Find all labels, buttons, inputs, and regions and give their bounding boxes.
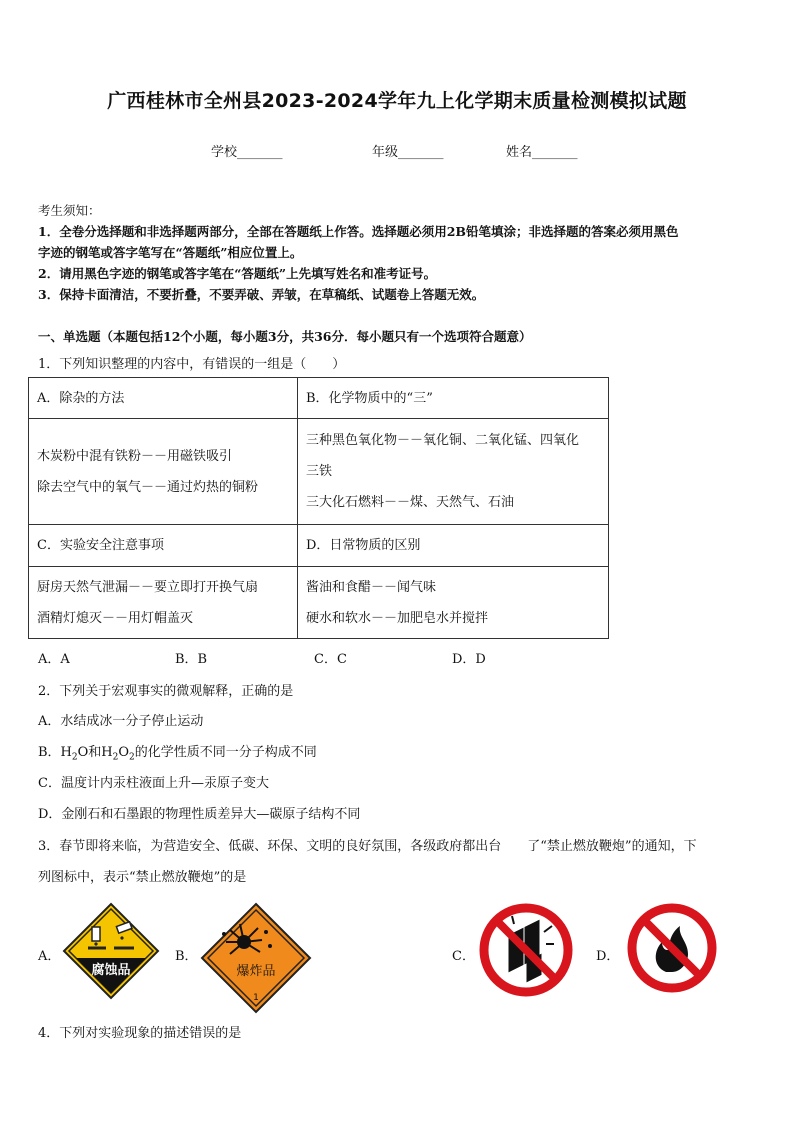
cell-d-head: D．日常物质的区别 [298, 525, 609, 567]
q1-option-d[interactable]: D．D [452, 652, 486, 667]
q2-b-text: B．H [38, 745, 72, 760]
q2-option-b[interactable] [38, 741, 317, 763]
subscript: 2 [71, 752, 78, 763]
section-heading: 一、单选题（本题包括12个小题，每小题3分，共36分．每小题只有一个选项符合题意） [38, 329, 532, 344]
corrosive-sign-text: 腐蚀品 [91, 963, 131, 978]
notice-item-1: 1．全卷分选择题和非选择题两部分，全部在答题纸上作答。选择题必须用2B铅笔填涂；非选择题的答案必须用黑色 [38, 224, 679, 239]
question-3-stem-cont: 列图标中，表示“禁止燃放鞭炮”的是 [38, 870, 247, 885]
cell-b-line: 三大化石燃料－－煤、天然气、石油 [306, 495, 515, 510]
notice-item-1-cont: 字迹的钢笔或答字笔写在“答题纸”相应位置上。 [38, 245, 303, 260]
subscript: 2 [112, 752, 119, 763]
q1-option-b[interactable]: B．B [175, 652, 208, 667]
cell-b-head: B．化学物质中的“三” [298, 378, 609, 419]
q2-b-text: O [118, 745, 130, 760]
q2-option-c[interactable]: C．温度计内汞柱液面上升—汞原子变大 [38, 776, 269, 791]
cell-b-line: 三铁 [306, 464, 333, 479]
explosive-sign-number: 1 [253, 993, 259, 1003]
explosive-sign-icon[interactable] [200, 902, 312, 1014]
cell-d-body [298, 567, 609, 639]
cell-d-line: 硬水和软水－－加肥皂水并搅拌 [306, 610, 489, 626]
cell-c-head: C．实验安全注意事项 [29, 525, 298, 567]
cell-a-head: A．除杂的方法 [29, 378, 298, 419]
no-fireworks-sign-icon[interactable] [478, 902, 574, 998]
notice-item-2: 2．请用黑色字迹的钢笔或答字笔在“答题纸”上先填写姓名和准考证号。 [38, 266, 437, 281]
notice-item-3: 3．保持卡面清洁，不要折叠，不要弄破、弄皱，在草稿纸、试题卷上答题无效。 [38, 287, 485, 302]
school-field: 学校_______ [211, 145, 283, 160]
corrosive-sign-icon[interactable] [62, 902, 160, 1000]
cell-c-line: 酒精灯熄灭－－用灯帽盖灭 [37, 610, 194, 626]
cell-a-line: 除去空气中的氧气－－通过灼热的铜粉 [37, 479, 259, 495]
name-field: 姓名_______ [506, 145, 578, 160]
cell-d-line: 酱油和食醋－－闻气味 [306, 579, 437, 595]
cell-c-body [29, 567, 298, 639]
grade-field: 年级_______ [372, 145, 444, 160]
cell-b-line: 三种黑色氧化物－－氧化铜、二氧化锰、四氧化 [306, 433, 580, 448]
explosive-sign-text: 爆炸品 [236, 964, 276, 979]
subscript: 2 [129, 752, 135, 763]
q2-b-text: 的化学性质不同一分子构成不同 [134, 745, 317, 760]
question-4-stem: 4．下列对实验现象的描述错误的是 [38, 1026, 242, 1041]
q2-b-text: O和H [77, 745, 113, 760]
no-fire-sign-icon[interactable] [626, 902, 718, 994]
q3-option-b-label[interactable]: B． [175, 949, 198, 964]
q3-option-d-label[interactable]: D． [596, 949, 620, 964]
question-2-stem: 2．下列关于宏观事实的微观解释，正确的是 [38, 684, 294, 699]
cell-a-body [29, 419, 298, 525]
question-3-stem: 3．春节即将来临，为营造安全、低碳、环保、文明的良好氛围，各级政府都出台 了“禁止燃放鞭炮”的通知，下 [38, 839, 697, 854]
q3-option-a-label[interactable]: A． [38, 949, 61, 964]
q2-option-d[interactable]: D．金刚石和石墨跟的物理性质差异大—碳原子结构不同 [38, 807, 361, 822]
exam-title: 广西桂林市全州县2023-2024学年九上化学期末质量检测模拟试题 [107, 90, 687, 112]
q1-option-a[interactable]: A．A [38, 652, 70, 667]
question-1-table [28, 377, 609, 639]
cell-b-body [298, 419, 609, 525]
q3-option-c-label[interactable]: C． [452, 949, 475, 964]
cell-c-line: 厨房天然气泄漏－－要立即打开换气扇 [37, 579, 259, 595]
cell-a-line: 木炭粉中混有铁粉－－用磁铁吸引 [37, 448, 233, 464]
notice-heading: 考生须知： [38, 203, 101, 218]
question-1-stem: 1．下列知识整理的内容中，有错误的一组是（ ） [38, 357, 346, 372]
q2-option-a[interactable]: A．水结成冰一分子停止运动 [38, 714, 204, 729]
q1-option-c[interactable]: C．C [314, 652, 347, 667]
